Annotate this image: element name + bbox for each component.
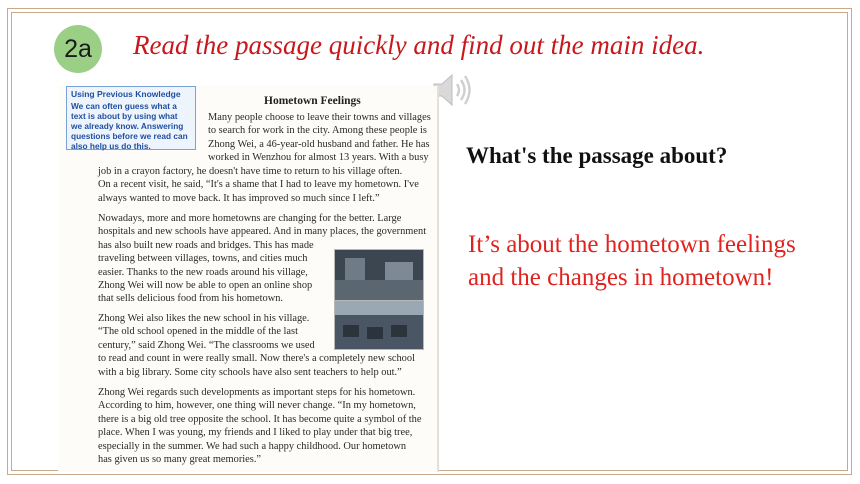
paragraph-1-top xyxy=(208,111,431,165)
text-line: especially in the summer. We had such a happy childhood. Our hometown xyxy=(98,440,407,452)
question-text: What's the passage about? xyxy=(466,143,728,168)
answer-line: It’s about the hometown feelings xyxy=(468,231,796,258)
text-line: century,” said Zhong Wei. “The classrooms we used xyxy=(98,339,315,351)
text-line: to search for work in the city. Among these people is xyxy=(208,125,427,137)
text-line: with a big library. Some city schools have also sent teachers to help out.” xyxy=(98,366,402,378)
text-line: has also built new roads and bridges. This has made xyxy=(98,239,314,251)
text-line: to read and count in were really small. Now there's a completely new school xyxy=(98,353,415,365)
tip-text xyxy=(71,101,191,151)
text-line: traveling between villages, towns, and cities much xyxy=(98,253,308,265)
tip-line: questions before we read can xyxy=(71,131,188,141)
text-line: On a recent visit, he said, “It's a shame that I had to leave my hometown. I've xyxy=(98,179,419,191)
page-edge xyxy=(437,86,439,472)
village-photo xyxy=(334,249,424,302)
instruction-heading: Read the passage quickly and find out the main idea. xyxy=(133,30,705,60)
tip-title: Using Previous Knowledge xyxy=(71,89,181,99)
tip-line: text is about by using what xyxy=(71,111,178,121)
text-line: place. When I was young, my friends and I liked to play under that big tree, xyxy=(98,427,413,439)
textbook-page xyxy=(58,86,439,472)
paragraph-1-bottom xyxy=(98,165,419,205)
text-line: Zhong Wei also likes the new school in his village. xyxy=(98,313,310,324)
article-title: Hometown Feelings xyxy=(264,95,361,107)
paragraph-4 xyxy=(98,386,421,466)
answer-text xyxy=(468,228,796,294)
text-line: Many people choose to leave their towns and villages xyxy=(208,112,431,123)
answer-line: and the changes in hometown! xyxy=(468,264,774,291)
text-line: worked in Wenzhou for almost 13 years. With a busy xyxy=(208,152,429,164)
text-line: easier. Thanks to the new roads around his village, xyxy=(98,266,308,278)
text-line: that sells delicious food from his hometown. xyxy=(98,293,283,305)
tip-line: We can often guess what a xyxy=(71,101,177,111)
text-line: Zhong Wei regards such developments as important steps for his hometown. xyxy=(98,387,416,398)
text-line: Nowadays, more and more hometowns are changing for the better. Large xyxy=(98,213,402,224)
text-line: job in a crayon factory, he doesn't have time to return to his village often. xyxy=(98,166,403,177)
text-line: “The old school opened in the middle of the last xyxy=(98,326,298,338)
text-line: According to him, however, one thing will never change. “In my hometown, xyxy=(98,400,416,412)
text-line: has given us so many great memories.” xyxy=(98,454,262,466)
text-line: Zhong Wei, a 46-year-old husband and father. He has xyxy=(208,138,430,150)
tip-box xyxy=(66,86,196,150)
text-line: hospitals and new schools have appeared. And in many places, the government xyxy=(98,226,427,238)
text-line: Zhong Wei will now be able to open an online shop xyxy=(98,280,313,292)
text-line: there is a big old tree opposite the school. It has become quite a symbol of the xyxy=(98,413,422,425)
text-line: always wanted to move back. It has improved so much since I left.” xyxy=(98,192,380,204)
paragraph-3 xyxy=(98,312,415,379)
section-badge: 2a xyxy=(54,25,102,73)
tip-line: also help us do this. xyxy=(71,141,151,151)
tip-line: we already know. Answering xyxy=(71,121,184,131)
